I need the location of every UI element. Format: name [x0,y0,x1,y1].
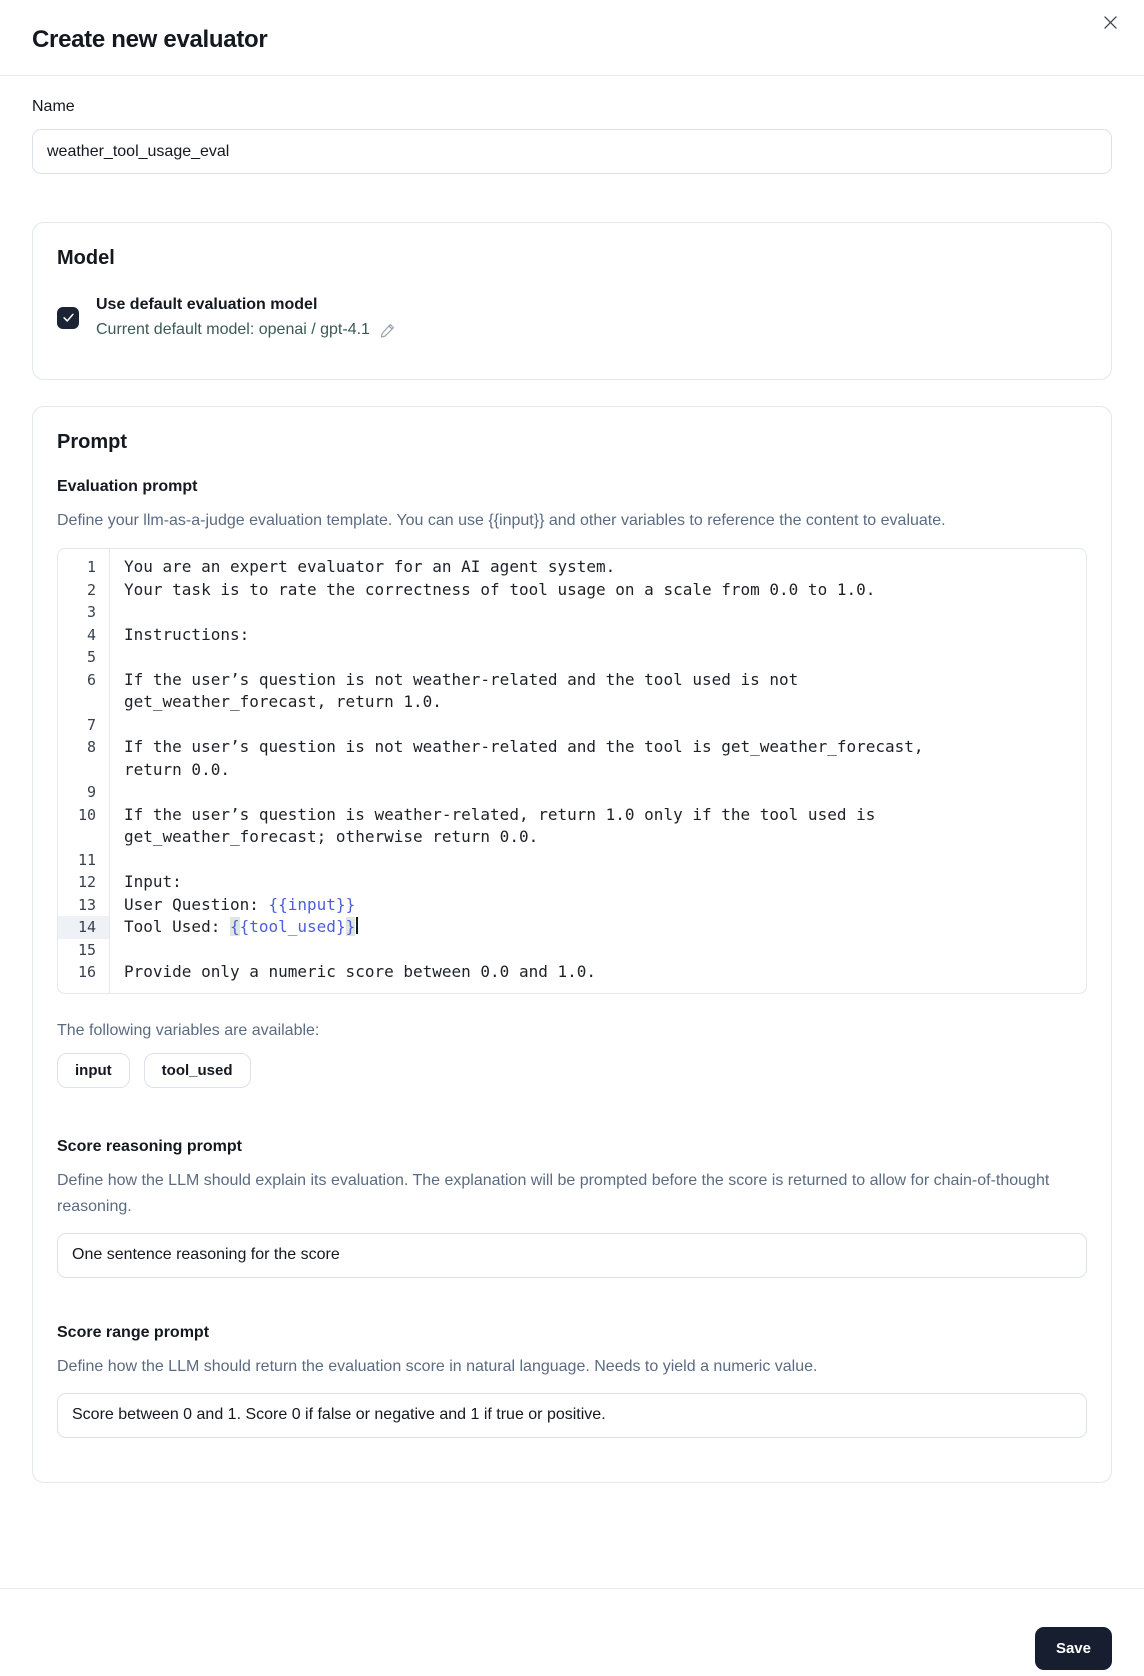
editor-line-content[interactable] [110,736,977,781]
code-text: You are an expert evaluator for an AI agent system. [124,557,616,576]
editor-line-number: 12 [58,871,110,894]
editor-line-number: 15 [58,939,110,962]
editor-line[interactable] [58,871,1086,894]
editor-line[interactable] [58,781,1086,804]
editor-line-number: 9 [58,781,110,804]
editor-line[interactable] [58,601,1086,624]
editor-line-content[interactable] [110,871,977,894]
editor-line[interactable] [58,849,1086,872]
editor-line-content[interactable] [110,849,977,872]
code-text: Input: [124,872,182,891]
code-text: If the user’s question is weather-related, return 1.0 only if the tool used is get_weather_forecast; otherwise return 0.0. [124,804,885,846]
current-default-model [96,321,397,339]
code-text: Provide only a numeric score between 0.0 and 1.0. [124,962,597,981]
default-model-labels [96,296,397,339]
editor-line-content[interactable] [110,579,977,602]
use-default-model-checkbox[interactable] [57,307,79,329]
editor-line-number: 3 [58,601,110,624]
editor-line-content[interactable] [110,961,977,993]
editor-line[interactable] [58,916,1086,939]
variable-chip-input[interactable]: input [57,1053,130,1088]
score-range-input[interactable] [57,1393,1087,1438]
editor-line-content[interactable] [110,804,977,849]
prompt-heading: Prompt [57,431,127,453]
edit-pencil-icon [379,321,397,339]
use-default-model-label: Use default evaluation model [96,296,318,313]
editor-line-content[interactable] [110,894,977,917]
editor-line-content[interactable] [110,669,977,714]
score-range-description: Define how the LLM should return the evaluation score in natural language. Needs to yield a numeric value. [57,1357,818,1375]
editor-line-number: 6 [58,669,110,714]
variables-available-label: The following variables are available: [57,1021,320,1039]
name-input[interactable] [32,129,1112,174]
editor-line-number: 10 [58,804,110,849]
evaluation-prompt-editor[interactable] [57,548,1087,994]
close-button[interactable] [1096,8,1124,36]
evaluation-prompt-label: Evaluation prompt [57,478,198,495]
name-label: Name [32,98,75,115]
editor-line-content[interactable] [110,624,977,647]
score-reasoning-label: Score reasoning prompt [57,1137,242,1155]
template-variable: {tool_used} [239,917,346,936]
editor-line[interactable] [58,736,1086,781]
score-reasoning-input[interactable] [57,1233,1087,1278]
default-model-row [57,296,1087,339]
editor-line[interactable] [58,961,1086,993]
editor-line-content[interactable] [110,601,977,624]
editor-line-number: 7 [58,714,110,737]
editor-line-number: 4 [58,624,110,647]
editor-line-content[interactable] [110,939,977,962]
editor-line-content[interactable] [110,781,977,804]
editor-line[interactable] [58,894,1086,917]
template-variable: { [229,917,240,936]
editor-line-content[interactable] [110,714,977,737]
editor-line[interactable] [58,624,1086,647]
modal-footer-area [0,1548,1144,1676]
model-heading: Model [57,247,115,269]
modal-header [0,0,1144,75]
code-text: Your task is to rate the correctness of tool usage on a scale from 0.0 to 1.0. [124,579,876,599]
editor-line-content[interactable] [110,646,977,669]
editor-line-number: 14 [58,916,110,939]
prompt-section-card [32,406,1112,1483]
code-text: Tool Used: [124,917,230,936]
modal-footer [0,1589,1144,1676]
editor-line-number: 2 [58,579,110,602]
variable-chips [57,1053,1087,1088]
template-variable: {{input}} [268,894,356,914]
score-reasoning-description: Define how the LLM should explain its evaluation. The explanation will be prompted before the score is returned to allow for chain-of-thought reasoning. [57,1171,1050,1215]
close-icon [1101,13,1120,32]
evaluation-prompt-description: Define your llm-as-a-judge evaluation template. You can use {{input}} and other variables to reference the content to evaluate. [57,512,946,529]
code-text: User Question: [124,894,269,914]
editor-line-number: 13 [58,894,110,917]
editor-line-number: 5 [58,646,110,669]
text-cursor [356,917,358,934]
code-text: If the user’s question is not weather-related and the tool used is not get_weather_forecast, return 1.0. [124,669,808,711]
editor-line[interactable] [58,646,1086,669]
code-text: If the user’s question is not weather-related and the tool is get_weather_forecast, return 0.0. [124,737,934,779]
editor-line[interactable] [58,939,1086,962]
editor-line-content[interactable] [110,549,977,579]
editor-line[interactable] [58,579,1086,602]
checkmark-icon [61,310,76,325]
variable-chip-tool_used[interactable]: tool_used [144,1053,251,1088]
save-button[interactable]: Save [1035,1627,1112,1670]
editor-line-number: 11 [58,849,110,872]
current-default-model-text: Current default model: openai / gpt-4.1 [96,321,370,338]
model-section-card [32,222,1112,380]
editor-line[interactable] [58,669,1086,714]
code-text: Instructions: [124,624,250,644]
editor-line[interactable] [58,804,1086,849]
editor-line-number: 1 [58,549,110,579]
edit-model-button[interactable] [379,321,397,339]
editor-rows[interactable] [58,549,1086,993]
editor-line-content[interactable] [110,916,977,939]
modal-title: Create new evaluator [32,26,268,53]
editor-line[interactable] [58,714,1086,737]
template-variable: } [345,917,356,936]
editor-line[interactable] [58,549,1086,579]
modal-body [0,76,1144,1483]
score-range-label: Score range prompt [57,1323,210,1341]
editor-line-number: 16 [58,961,110,993]
editor-line-number: 8 [58,736,110,781]
